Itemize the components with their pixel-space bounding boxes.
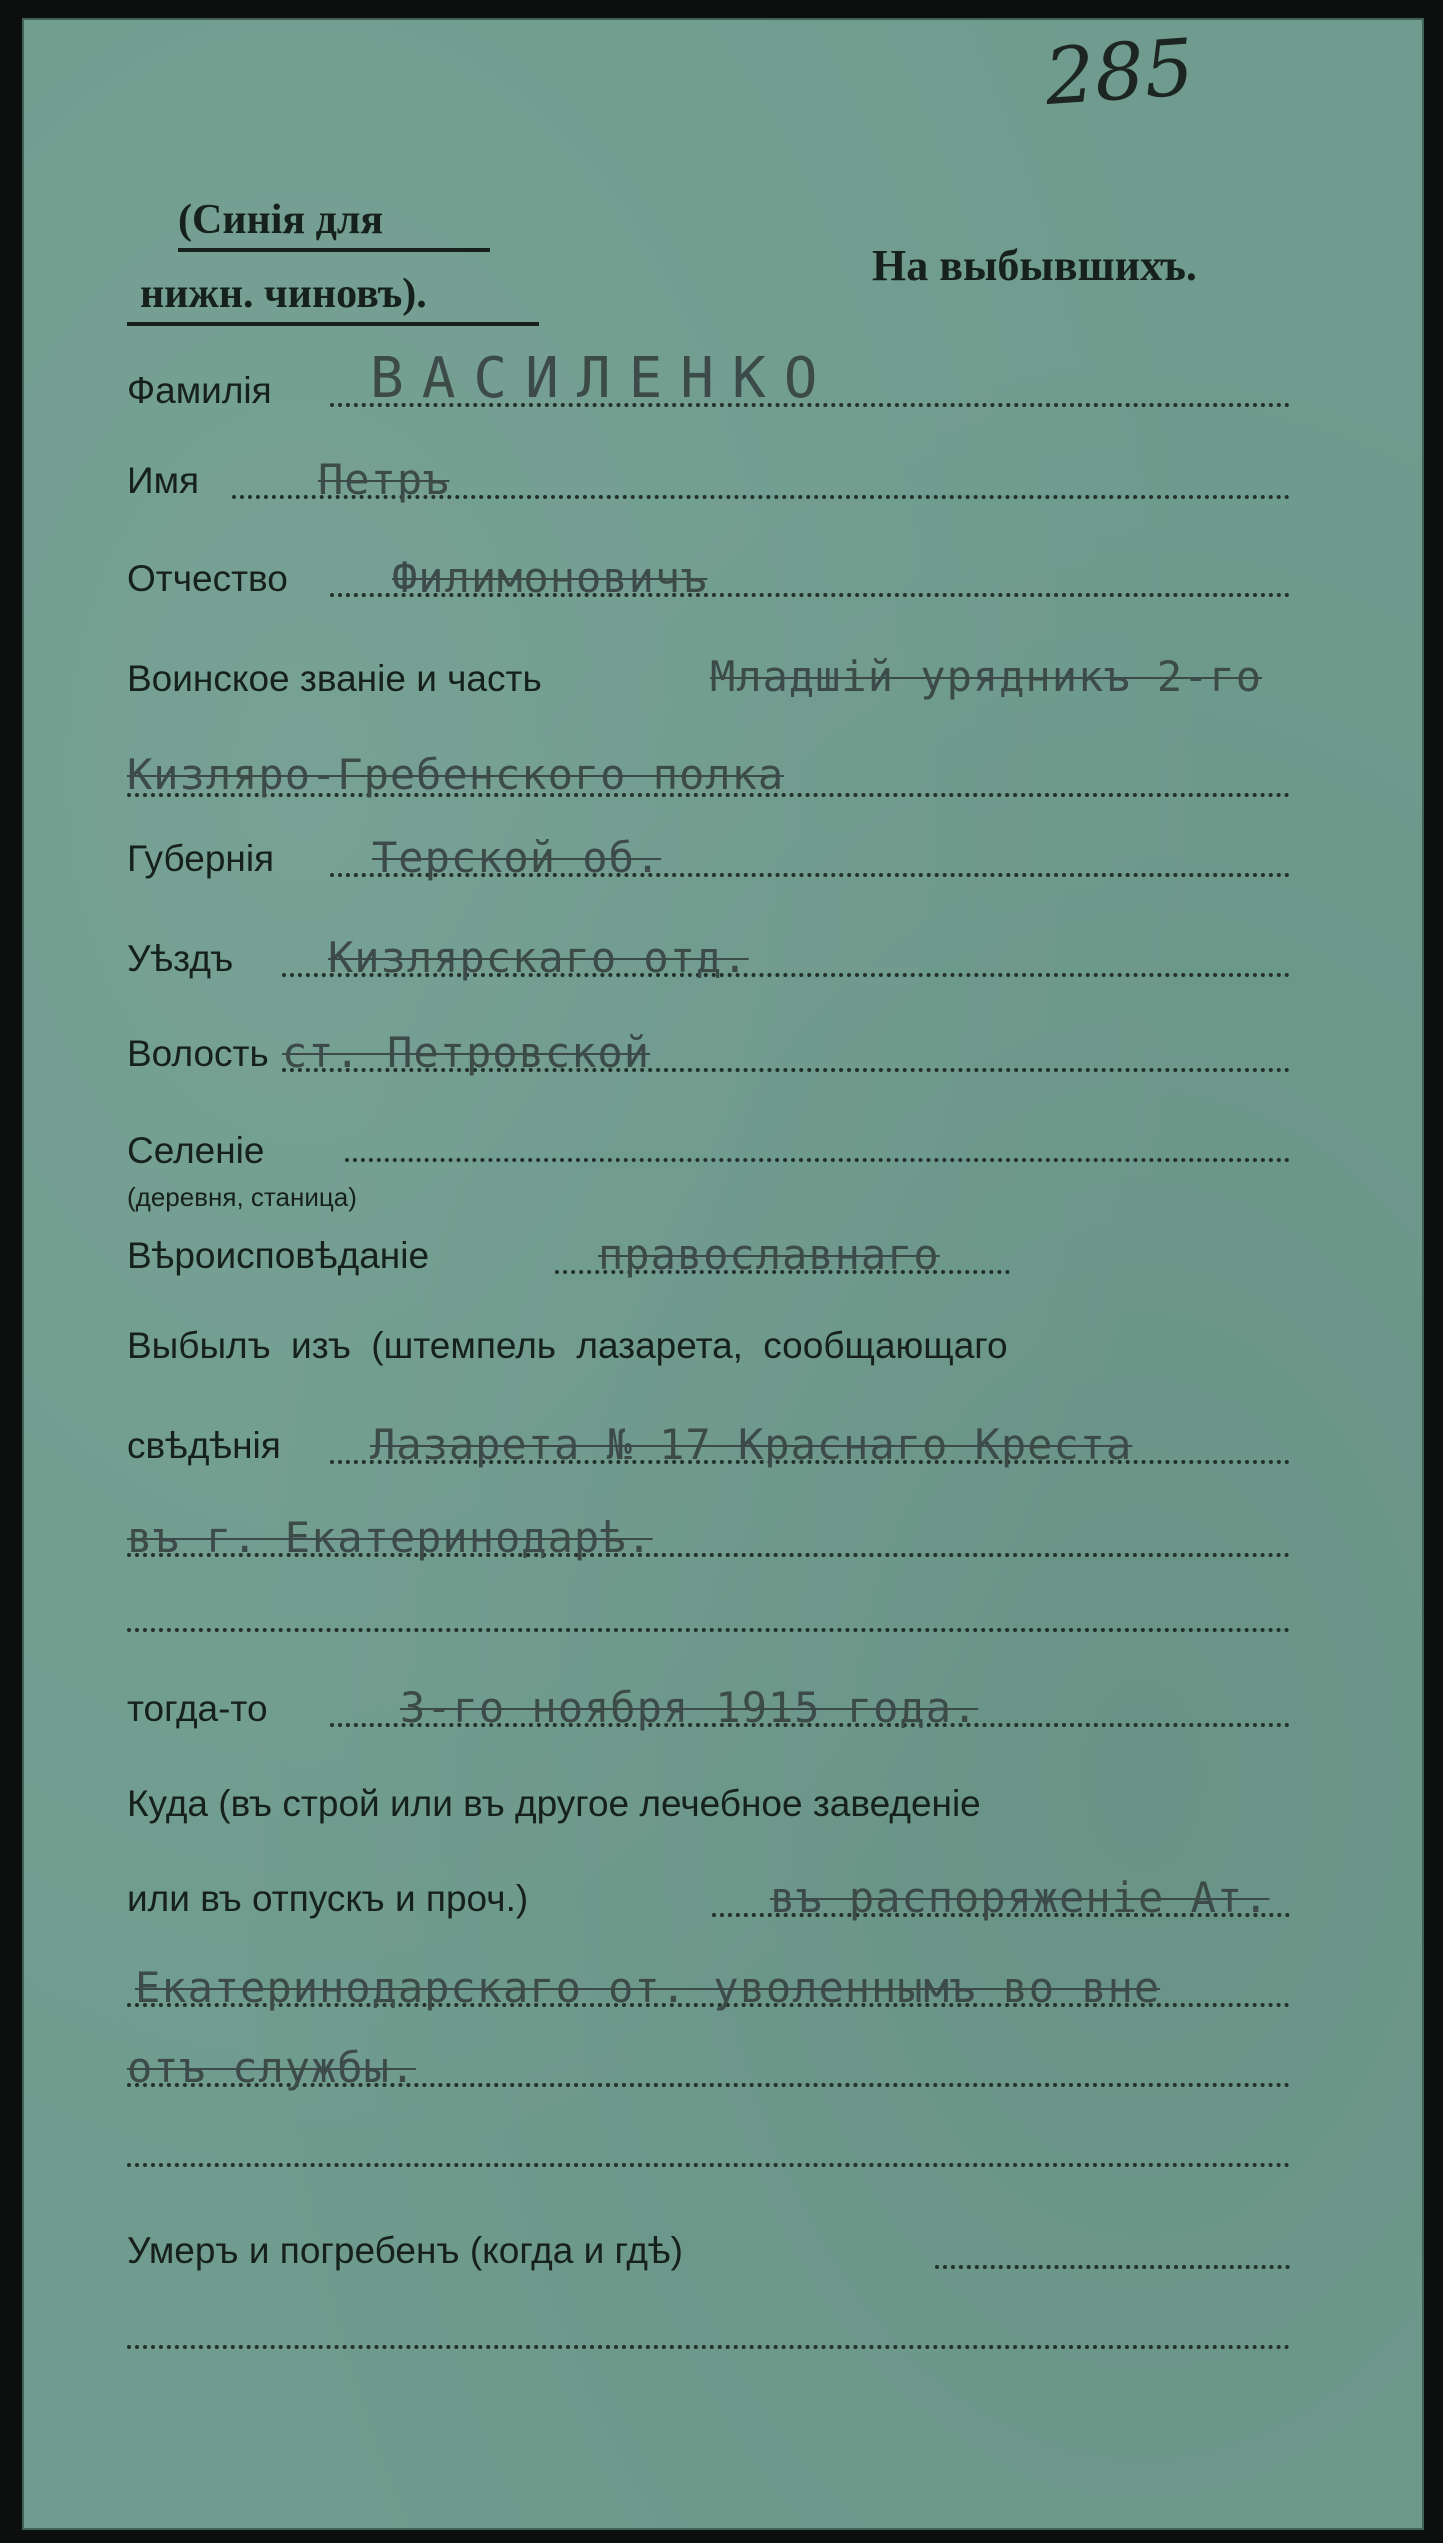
archive-number: 285 (1042, 22, 1197, 124)
destination-value-line3: отъ службы. (127, 2043, 417, 2092)
card-title: На выбывшихъ. (872, 241, 1197, 290)
rank-unit-value-line1: Младшій урядникъ 2-го (710, 652, 1263, 701)
patronymic-label: Отчество (127, 558, 288, 599)
left-from-value-line1: Лазарета № 17 Краснаго Креста (370, 1420, 1133, 1469)
volost-value: ст. Петровской (282, 1028, 651, 1077)
left-from-dotted-line3 (127, 1628, 1290, 1632)
left-from-label-line1: Выбылъ изъ (штемпель лазарета, сообщающаго (127, 1325, 1008, 1366)
district-value: Кизлярскаго отд. (328, 933, 749, 982)
left-from-label-line2: свѣдѣнія (127, 1425, 281, 1466)
village-sublabel: (деревня, станица) (127, 1182, 357, 1212)
destination-dotted-line4 (127, 2163, 1290, 2167)
province-value: Терской об. (372, 833, 662, 882)
card-type-line2: нижн. чиновъ). (140, 271, 427, 317)
date-label: тогда-то (127, 1688, 268, 1729)
destination-label-line2: или въ отпускъ и проч.) (127, 1878, 529, 1919)
religion-label: Вѣроисповѣданіе (127, 1235, 430, 1276)
rank-unit-label: Воинское званіе и часть (127, 658, 542, 699)
card-type-line1: (Синія для (178, 197, 384, 243)
religion-value: православнаго (598, 1230, 940, 1279)
surname-label: Фамилія (127, 370, 272, 411)
died-buried-dotted-line2 (127, 2345, 1290, 2349)
destination-value-line1: въ распоряженіе Ат. (770, 1873, 1270, 1922)
first-name-label: Имя (127, 460, 200, 501)
died-buried-label: Умеръ и погребенъ (когда и гдѣ) (127, 2230, 683, 2271)
first-name-value: Петръ (318, 455, 450, 504)
date-value: 3-го ноября 1915 года. (400, 1683, 979, 1732)
died-buried-dotted-line1 (935, 2265, 1290, 2269)
left-from-value-line2: въ г. Екатеринодарѣ. (127, 1513, 653, 1562)
volost-label: Волость (127, 1033, 269, 1074)
card-type-underline1 (178, 248, 490, 252)
destination-label-line1: Куда (въ строй или въ другое лечебное заведеніе (127, 1783, 981, 1824)
destination-value-line2: Екатеринодарскаго от. уволеннымъ во вне (135, 1963, 1161, 2012)
village-dotted-line (345, 1158, 1290, 1162)
province-label: Губернія (127, 838, 275, 879)
surname-value: ВАСИЛЕНКО (370, 346, 836, 411)
village-label: Селеніе (127, 1130, 265, 1171)
patronymic-value: Филимоновичъ (392, 553, 708, 602)
card-type-underline2 (127, 322, 539, 326)
district-label: Уѣздъ (127, 938, 234, 979)
rank-unit-value-line2: Кизляро-Гребенского полка (127, 750, 785, 799)
